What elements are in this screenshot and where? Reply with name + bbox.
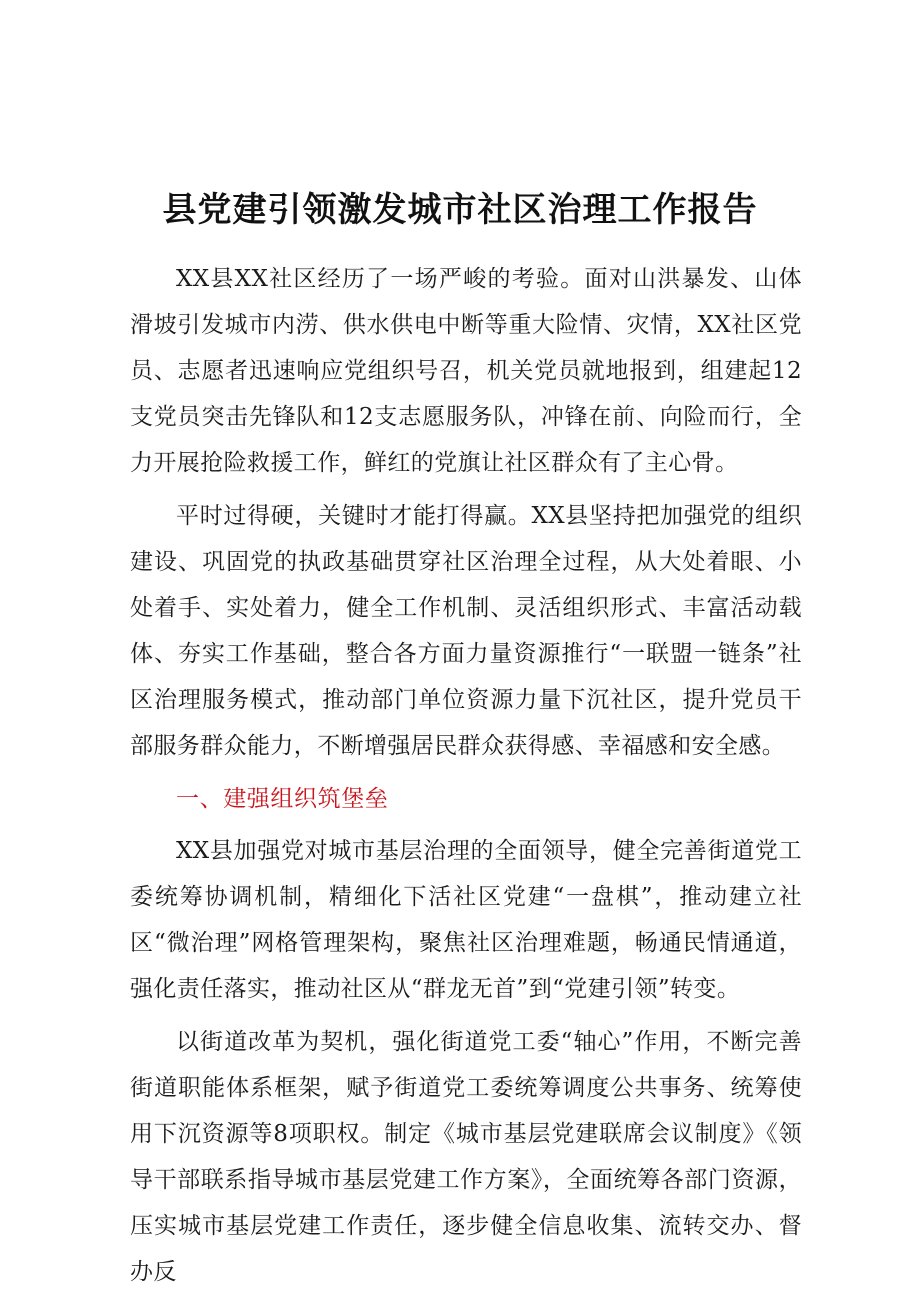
section-paragraph-2: 以街道改革为契机，强化街道党工委“轴心”作用，不断完善街道职能体系框架，赋予街道党工委统筹调度公共事务、统筹使用下沉资源等8项职权。制定《城市基层党建联席会议制度》《领导干部联系指导城市基层党建工作方案》，全面统筹各部门资源，压实城市基层党建工作责任，逐步健全信息收集、流转交办、督办反 [130, 1029, 802, 1285]
document-body [130, 256, 802, 1302]
section-heading: 一、建强组织筑堡垒 [176, 786, 389, 812]
intro-paragraph-2: 平时过得硬，关键时才能打得赢。XX县坚持把加强党的组织建设、巩固党的执政基础贯穿社区治理全过程，从大处着眼、小处着手、实处着力，健全工作机制、灵活组织形式、丰富活动载体、夯实工作基础，整合各方面力量资源推行“一联盟一链条”社区治理服务模式，推动部门单位资源力量下沉社区，提升党员干部服务群众能力，不断增强居民群众获得感、幸福感和安全感。 [130, 503, 802, 759]
document-title: 县党建引领激发城市社区治理工作报告 [162, 190, 758, 230]
section-paragraph-1: XX县加强党对城市基层治理的全面领导，健全完善街道党工委统筹协调机制，精细化下活社区党建“一盘棋”，推动建立社区“微治理”网格管理架构，聚焦社区治理难题，畅通民情通道，强化责任落实，推动社区从“群龙无首”到“党建引领”转变。 [130, 838, 802, 1002]
intro-paragraph-1: XX县XX社区经历了一场严峻的考验。面对山洪暴发、山体滑坡引发城市内涝、供水供电中断等重大险情、灾情，XX社区党员、志愿者迅速响应党组织号召，机关党员就地报到，组建起12支党员突击先锋队和12支志愿服务队，冲锋在前、向险而行，全力开展抢险救援工作，鲜红的党旗让社区群众有了主心骨。 [130, 266, 802, 476]
